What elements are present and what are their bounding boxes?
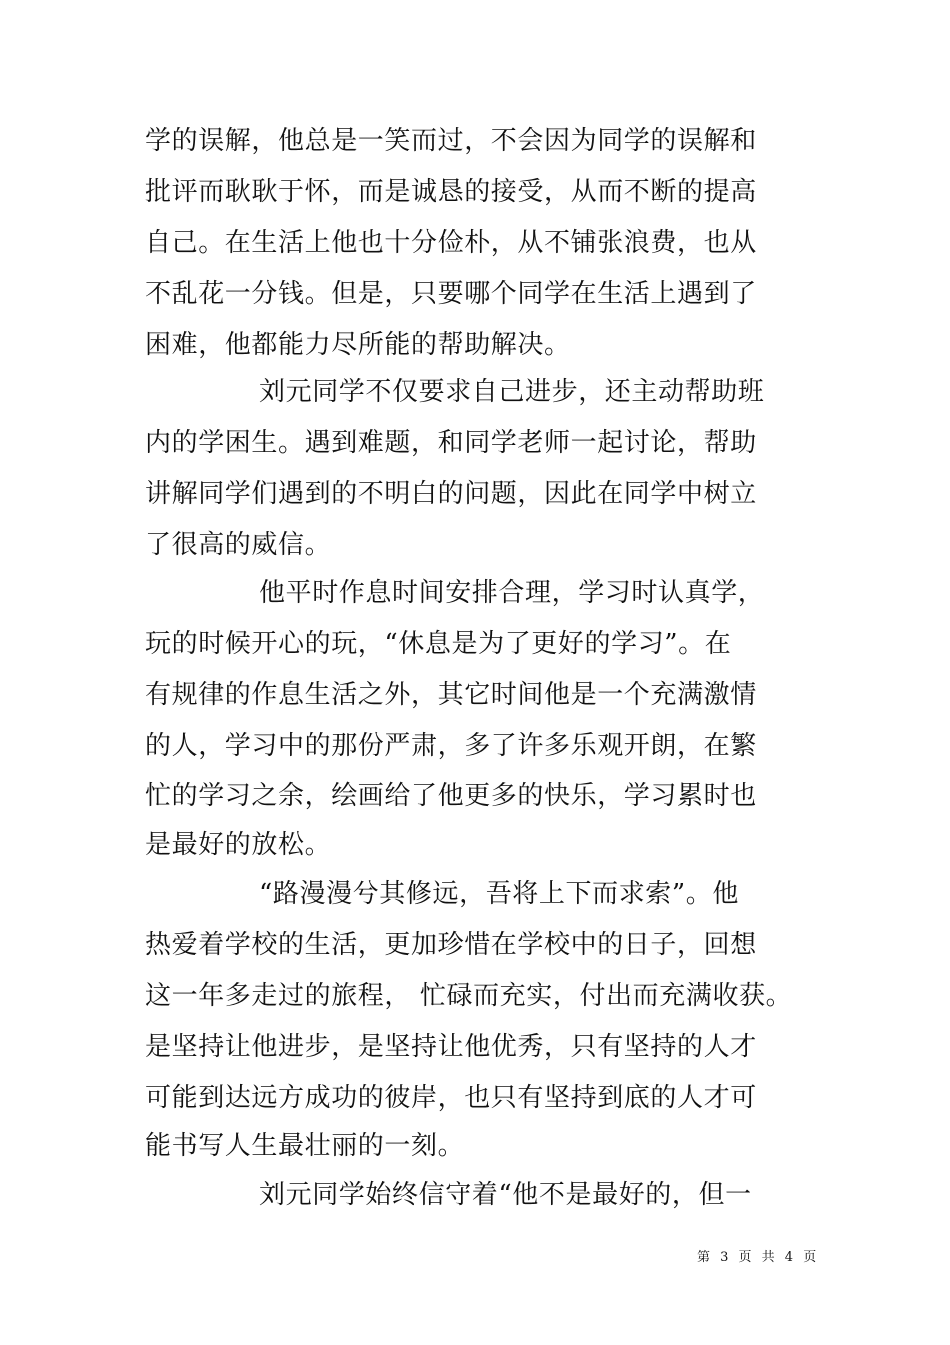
text-line: 是最好的放松。 bbox=[145, 830, 332, 860]
text-line: 了很高的威信。 bbox=[145, 530, 332, 560]
paragraph-start-line: 刘元同学始终信守着“他不是最好的，但一 bbox=[259, 1180, 752, 1210]
paragraph-start-line: 刘元同学不仅要求自己进步，还主动帮助班 bbox=[259, 377, 765, 407]
paragraph-start-line: “路漫漫兮其修远，吾将上下而求索”。他 bbox=[259, 879, 739, 909]
text-line: 批评而耿耿于怀，而是诚恳的接受，从而不断的提高 bbox=[145, 177, 757, 207]
text-line: 的人，学习中的那份严肃，多了许多乐观开朗，在繁 bbox=[145, 731, 757, 761]
text-line: 自己。在生活上他也十分俭朴，从不铺张浪费，也从 bbox=[145, 228, 757, 258]
text-line: 可能到达远方成功的彼岸，也只有坚持到底的人才可 bbox=[145, 1083, 757, 1113]
text-line: 热爱着学校的生活，更加珍惜在学校中的日子，回想 bbox=[145, 930, 757, 960]
text-line: 学的误解，他总是一笑而过，不会因为同学的误解和 bbox=[145, 126, 757, 156]
text-line: 是坚持让他进步，是坚持让他优秀，只有坚持的人才 bbox=[145, 1032, 757, 1062]
text-line: 这一年多走过的旅程， 忙碌而充实，付出而充满收获。 bbox=[145, 981, 793, 1011]
text-line: 讲解同学们遇到的不明白的问题，因此在同学中树立 bbox=[145, 479, 757, 509]
page-number-footer: 第 3 页 共 4 页 bbox=[697, 1250, 820, 1265]
text-line: 有规律的作息生活之外，其它时间他是一个充满激情 bbox=[145, 680, 757, 710]
paragraph-start-line: 他平时作息时间安排合理，学习时认真学， bbox=[259, 578, 765, 608]
text-line: 能书写人生最壮丽的一刻。 bbox=[145, 1131, 465, 1161]
text-line: 玩的时候开心的玩，“休息是为了更好的学习”。在 bbox=[145, 629, 732, 659]
text-line: 忙的学习之余，绘画给了他更多的快乐，学习累时也 bbox=[145, 781, 757, 811]
text-line: 内的学困生。遇到难题，和同学老师一起讨论，帮助 bbox=[145, 428, 757, 458]
text-line: 不乱花一分钱。但是，只要哪个同学在生活上遇到了 bbox=[145, 279, 757, 309]
text-line: 困难，他都能力尽所能的帮助解决。 bbox=[145, 330, 571, 360]
